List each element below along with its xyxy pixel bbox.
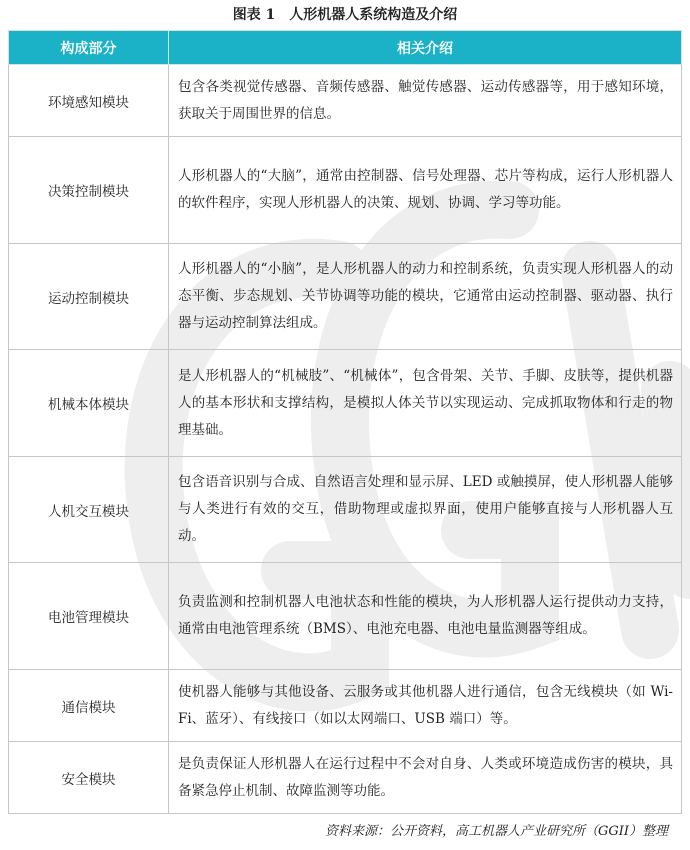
column-header-desc: 相关介绍 bbox=[169, 31, 682, 65]
part-cell: 环境感知模块 bbox=[9, 65, 169, 137]
desc-cell: 是人形机器人的“机械肢”、“机械体”，包含骨架、关节、手脚、皮肤等，提供机器人的基本形状和支撑结构，是模拟人体关节以实现运动、完成抓取物体和行走的物理基础。 bbox=[169, 350, 682, 457]
table-row bbox=[9, 742, 682, 814]
part-cell: 机械本体模块 bbox=[9, 350, 169, 457]
table-row bbox=[9, 137, 682, 244]
part-cell: 电池管理模块 bbox=[9, 563, 169, 670]
part-cell: 决策控制模块 bbox=[9, 137, 169, 244]
part-cell: 运动控制模块 bbox=[9, 244, 169, 350]
column-header-part: 构成部分 bbox=[9, 31, 169, 65]
table-row bbox=[9, 244, 682, 350]
table-row bbox=[9, 65, 682, 137]
desc-cell: 人形机器人的“大脑”，通常由控制器、信号处理器、芯片等构成，运行人形机器人的软件程序，实现人形机器人的决策、规划、协调、学习等功能。 bbox=[169, 137, 682, 244]
table-row bbox=[9, 670, 682, 742]
desc-cell: 使机器人能够与其他设备、云服务或其他机器人进行通信，包含无线模块（如 Wi-Fi、蓝牙）、有线接口（如以太网端口、USB 端口）等。 bbox=[169, 670, 682, 742]
part-cell: 通信模块 bbox=[9, 670, 169, 742]
desc-cell: 负责监测和控制机器人电池状态和性能的模块，为人形机器人运行提供动力支持，通常由电池管理系统（BMS）、电池充电器、电池电量监测器等组成。 bbox=[169, 563, 682, 670]
table-title: 图表 1 人形机器人系统构造及介绍 bbox=[232, 7, 458, 23]
desc-cell: 包含各类视觉传感器、音频传感器、触觉传感器、运动传感器等，用于感知环境，获取关于周围世界的信息。 bbox=[169, 65, 682, 137]
source-note: 资料来源：公开资料，高工机器人产业研究所（GGII）整理 bbox=[324, 824, 668, 839]
table-header-row bbox=[9, 31, 682, 65]
table-row bbox=[9, 457, 682, 563]
desc-cell: 包含语音识别与合成、自然语言处理和显示屏、LED 或触摸屏，使人形机器人能够与人类进行有效的交互，借助物理或虚拟界面，使用户能够直接与人形机器人互动。 bbox=[169, 457, 682, 563]
desc-cell: 人形机器人的“小脑”，是人形机器人的动力和控制系统，负责实现人形机器人的动态平衡、步态规划、关节协调等功能的模块，它通常由运动控制器、驱动器、执行器与运动控制算法组成。 bbox=[169, 244, 682, 350]
table-row bbox=[9, 563, 682, 670]
system-structure-table bbox=[8, 30, 682, 814]
part-cell: 安全模块 bbox=[9, 742, 169, 814]
part-cell: 人机交互模块 bbox=[9, 457, 169, 563]
table-row bbox=[9, 350, 682, 457]
desc-cell: 是负责保证人形机器人在运行过程中不会对自身、人类或环境造成伤害的模块，具备紧急停止机制、故障监测等功能。 bbox=[169, 742, 682, 814]
